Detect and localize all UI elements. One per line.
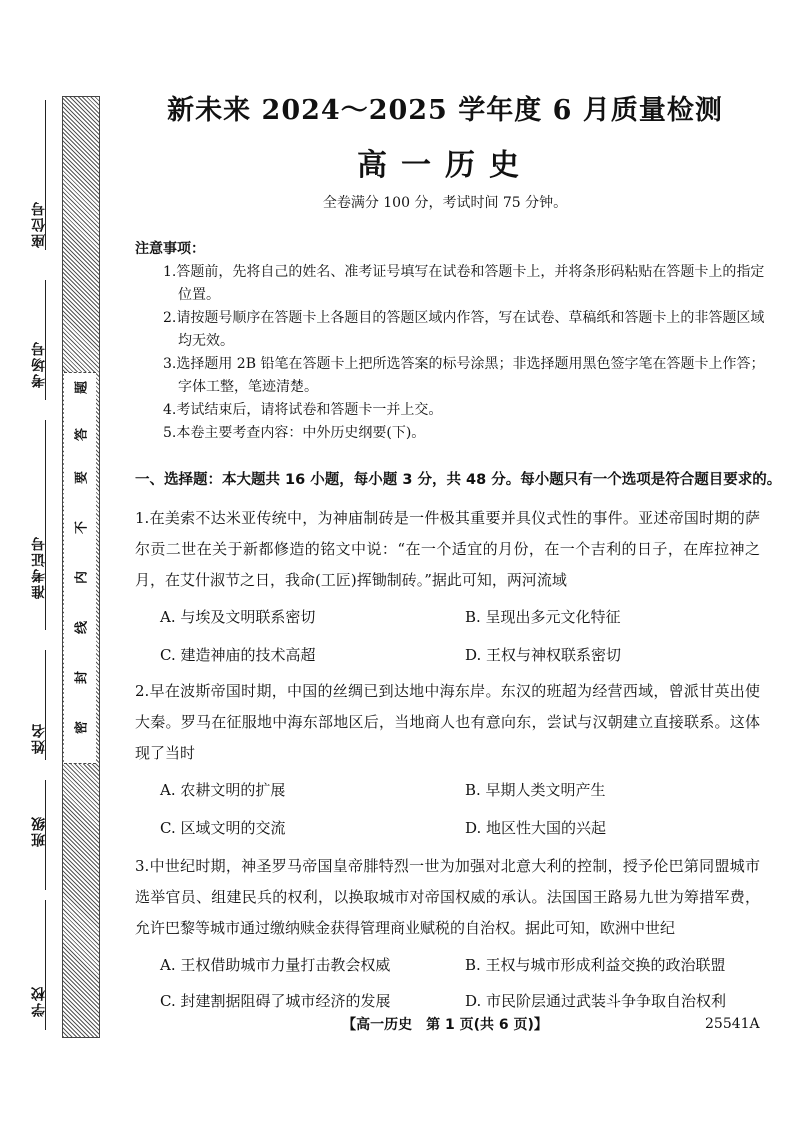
notice-title: 注意事项： (135, 241, 205, 257)
seat-label: 座位号 (31, 200, 47, 248)
ticket-label: 准考证号 (31, 535, 47, 599)
question-2 (135, 676, 760, 849)
exam-title: 新未来 2024～2025 学年度 6 月质量检测 (167, 95, 723, 126)
options (135, 775, 760, 849)
notice-block (135, 238, 765, 445)
exam-room-label: 考场号 (31, 340, 47, 388)
option-d: D. 王权与神权联系密切 (465, 646, 622, 664)
question-stem: 1.在美索不达米亚传统中，为神庙制砖是一件极其重要并具仪式性的事件。亚述帝国时期的萨尔贡二世在关于新都修造的铭文中说：“在一个适宜的月份，在一个吉利的日子，在库拉神之月，在艾什淑节之日，我命(工匠)挥锄制砖。”据此可知，两河流域 (135, 509, 760, 589)
option-c: C. 区域文明的交流 (160, 819, 286, 837)
seal-char: 题 (74, 381, 90, 395)
option-a: A. 与埃及文明联系密切 (160, 608, 316, 626)
option-a: A. 农耕文明的扩展 (160, 781, 286, 799)
school-label: 学校 (31, 985, 47, 1017)
binding-margin (0, 0, 115, 1122)
question-3 (135, 851, 760, 1024)
options (135, 602, 760, 676)
option-c: C. 封建割据阻碍了城市经济的发展 (160, 992, 391, 1010)
option-b: B. 早期人类文明产生 (465, 781, 606, 799)
notice-item: 5.本卷主要考查内容：中外历史纲要(下)。 (163, 425, 426, 441)
seal-char: 要 (74, 471, 90, 485)
options (135, 950, 760, 1024)
class-label: 班级 (31, 815, 47, 847)
section-title: 一、选择题：本大题共 16 小题，每小题 3 分，共 48 分。每小题只有一个选项是符合题目要求的。 (135, 472, 782, 488)
question-1 (135, 503, 760, 676)
option-b: B. 呈现出多元文化特征 (465, 608, 621, 626)
notice-item: 4.考试结束后，请将试卷和答题卡一并上交。 (163, 402, 443, 418)
subject-title: 高一历史 (357, 148, 533, 183)
notice-item: 1.答题前，先将自己的姓名、准考证号填写在试卷和答题卡上，并将条形码粘贴在答题卡上的指定位置。 (163, 264, 765, 303)
seal-char: 答 (74, 428, 90, 442)
option-b: B. 王权与城市形成利益交换的政治联盟 (465, 956, 726, 974)
page-footer: 【高一历史 第 1 页(共 6 页)】 (342, 1017, 548, 1033)
option-c: C. 建造神庙的技术高超 (160, 646, 316, 664)
notice-item: 2.请按题号顺序在答题卡上各题目的答题区域内作答，写在试卷、草稿纸和答题卡上的非答题区域均无效。 (163, 310, 765, 349)
seal-char: 密 (74, 721, 90, 735)
name-label: 姓名 (31, 722, 47, 754)
seal-char: 不 (74, 521, 90, 535)
score-time-line: 全卷满分 100 分，考试时间 75 分钟。 (322, 195, 568, 211)
seal-char: 内 (74, 571, 90, 585)
notice-item: 3.选择题用 2B 铅笔在答题卡上把所选答案的标号涂黑；非选择题用黑色签字笔在答题卡上作答；字体工整，笔迹清楚。 (163, 356, 765, 395)
option-d: D. 市民阶层通过武装斗争争取自治权利 (465, 992, 727, 1010)
seal-char: 封 (74, 671, 90, 685)
paper-code: 25541A (705, 1016, 760, 1032)
question-stem: 3.中世纪时期，神圣罗马帝国皇帝腓特烈一世为加强对北意大利的控制，授予伦巴第同盟城市选举官员、组建民兵的权利，以换取城市对帝国权威的承认。法国国王路易九世为筹措军费，允许巴黎等城市通过缴纳赎金获得管理商业赋税的自治权。据此可知，欧洲中世纪 (135, 857, 760, 937)
seal-char: 线 (74, 621, 90, 635)
question-stem: 2.早在波斯帝国时期，中国的丝绸已到达地中海东岸。东汉的班超为经营西域，曾派甘英出使大秦。罗马在征服地中海东部地区后，当地商人也有意向东，尝试与汉朝建立直接联系。这体现了当时 (135, 682, 760, 762)
option-a: A. 王权借助城市力量打击教会权威 (160, 956, 391, 974)
option-d: D. 地区性大国的兴起 (465, 819, 607, 837)
